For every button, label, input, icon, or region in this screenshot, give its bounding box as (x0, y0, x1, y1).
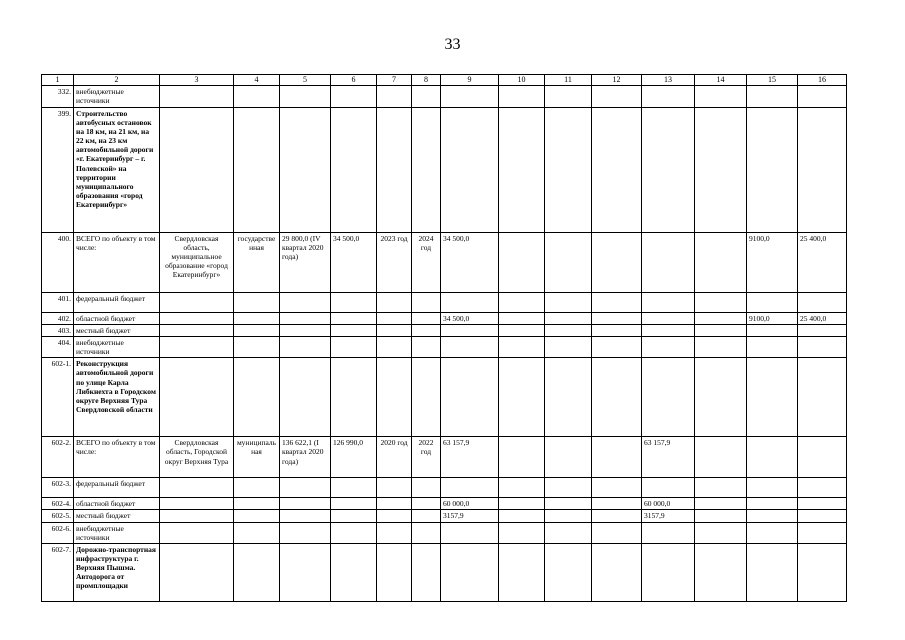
table-cell: 3157,9 (441, 510, 499, 522)
table-cell (545, 358, 592, 437)
table-row (42, 437, 847, 478)
table-cell (234, 292, 280, 312)
table-cell (331, 478, 377, 498)
table-cell (280, 498, 331, 510)
table-cell (234, 312, 280, 324)
table-row (42, 292, 847, 312)
table-cell (747, 337, 798, 358)
table-cell (747, 510, 798, 522)
table-row (42, 337, 847, 358)
table-cell (412, 312, 441, 324)
table-cell (160, 292, 234, 312)
table-cell: муниципальная (234, 437, 280, 478)
table-row (42, 543, 847, 601)
table-cell (280, 107, 331, 232)
table-cell (234, 510, 280, 522)
table-cell (798, 85, 847, 107)
table-cell (499, 292, 545, 312)
row-number-cell: 602-6. (42, 522, 74, 543)
table-cell (545, 85, 592, 107)
table-cell (545, 337, 592, 358)
table-cell: 60 000,0 (642, 498, 695, 510)
column-number: 9 (441, 75, 499, 86)
row-label-cell: областной бюджет (74, 498, 160, 510)
table-cell (377, 292, 412, 312)
table-cell (695, 358, 747, 437)
table-cell: Свердловская область, Городской округ Верхняя Тура (160, 437, 234, 478)
table-cell (592, 543, 642, 601)
row-label-cell: федеральный бюджет (74, 292, 160, 312)
table-cell (331, 107, 377, 232)
table-cell (441, 85, 499, 107)
table-cell (377, 107, 412, 232)
table-cell (160, 522, 234, 543)
table-cell (592, 510, 642, 522)
table-cell (747, 437, 798, 478)
row-number-cell: 602-1. (42, 358, 74, 437)
table-cell (280, 324, 331, 336)
table-cell (747, 522, 798, 543)
table-cell (499, 312, 545, 324)
row-label-cell: ВСЕГО по объекту в том числе: (74, 437, 160, 478)
table-cell (280, 510, 331, 522)
row-number-cell: 401. (42, 292, 74, 312)
table-cell (642, 232, 695, 292)
column-number: 16 (798, 75, 847, 86)
row-number-cell: 602-2. (42, 437, 74, 478)
table-cell: 2022 год (412, 437, 441, 478)
table-cell (499, 232, 545, 292)
table-cell: 126 990,0 (331, 437, 377, 478)
table-cell (545, 324, 592, 336)
table-row (42, 522, 847, 543)
table-cell (280, 337, 331, 358)
table-cell (377, 478, 412, 498)
table-cell (798, 543, 847, 601)
column-number: 7 (377, 75, 412, 86)
table-cell (441, 478, 499, 498)
row-label-cell: Дорожно-транспортная инфраструктура г. Верхняя Пышма. Автодорога от промплощадки (74, 543, 160, 601)
table-cell: Свердловская область, муниципальное образование «город Екатеринбург» (160, 232, 234, 292)
row-number-cell: 404. (42, 337, 74, 358)
table-cell (695, 292, 747, 312)
table-cell (160, 478, 234, 498)
table-cell (695, 543, 747, 601)
table-cell: 29 800,0 (IV квартал 2020 года) (280, 232, 331, 292)
table-cell (441, 107, 499, 232)
table-cell (642, 85, 695, 107)
table-cell (642, 358, 695, 437)
column-number: 11 (545, 75, 592, 86)
table-cell (412, 292, 441, 312)
table-cell (377, 543, 412, 601)
column-number: 8 (412, 75, 441, 86)
table-cell (377, 498, 412, 510)
table-cell (412, 337, 441, 358)
table-cell (695, 510, 747, 522)
table-cell (234, 498, 280, 510)
table-cell (642, 292, 695, 312)
table-cell: 25 400,0 (798, 232, 847, 292)
table-cell (280, 522, 331, 543)
row-label-cell: внебюджетные источники (74, 522, 160, 543)
row-number-cell: 403. (42, 324, 74, 336)
column-number: 6 (331, 75, 377, 86)
table-cell (331, 312, 377, 324)
table-cell (798, 358, 847, 437)
column-number: 1 (42, 75, 74, 86)
row-number-cell: 602-4. (42, 498, 74, 510)
table-cell (441, 324, 499, 336)
budget-table (41, 74, 847, 602)
table-cell (642, 107, 695, 232)
table-cell (331, 543, 377, 601)
table-cell (441, 522, 499, 543)
row-label-cell: внебюджетные источники (74, 337, 160, 358)
table-cell (160, 324, 234, 336)
table-row (42, 510, 847, 522)
table-cell (234, 358, 280, 437)
row-number-cell: 400. (42, 232, 74, 292)
row-number-cell: 402. (42, 312, 74, 324)
table-cell (545, 498, 592, 510)
table-cell (695, 312, 747, 324)
table-cell (331, 510, 377, 522)
table-cell (160, 510, 234, 522)
column-number: 5 (280, 75, 331, 86)
table-cell (747, 498, 798, 510)
table-cell (695, 437, 747, 478)
row-label-cell: внебюджетные источники (74, 85, 160, 107)
row-label-cell: Реконструкция автомобильной дороги по улице Карла Либкнехта в Городском округе Верхняя Тура Свердловской области (74, 358, 160, 437)
table-cell (412, 543, 441, 601)
table-cell (695, 498, 747, 510)
table-cell (377, 522, 412, 543)
column-number: 13 (642, 75, 695, 86)
table-cell (592, 324, 642, 336)
table-cell (499, 543, 545, 601)
table-cell (160, 85, 234, 107)
row-number-cell: 399. (42, 107, 74, 232)
table-cell (160, 337, 234, 358)
table-cell (234, 478, 280, 498)
table-cell (592, 232, 642, 292)
table-cell: 34 500,0 (441, 232, 499, 292)
table-cell (695, 232, 747, 292)
table-body (42, 75, 847, 602)
table-cell (798, 324, 847, 336)
table-cell (747, 478, 798, 498)
table-cell (160, 312, 234, 324)
table-cell (695, 85, 747, 107)
table-cell (499, 107, 545, 232)
table-cell (234, 522, 280, 543)
table-cell: 34 500,0 (441, 312, 499, 324)
table-cell (234, 324, 280, 336)
row-label-cell: ВСЕГО по объекту в том числе: (74, 232, 160, 292)
table-cell: 2023 год (377, 232, 412, 292)
table-cell (545, 292, 592, 312)
table-cell (642, 312, 695, 324)
table-cell (499, 437, 545, 478)
table-cell (377, 337, 412, 358)
table-cell (412, 107, 441, 232)
table-cell (377, 358, 412, 437)
table-cell (592, 437, 642, 478)
table-cell (545, 478, 592, 498)
table-cell (747, 543, 798, 601)
row-label-cell: местный бюджет (74, 510, 160, 522)
table-cell (695, 107, 747, 232)
table-cell: 2024 год (412, 232, 441, 292)
row-label-cell: федеральный бюджет (74, 478, 160, 498)
table-cell (592, 337, 642, 358)
table-cell (798, 437, 847, 478)
table-cell (499, 337, 545, 358)
table-cell (592, 292, 642, 312)
table-cell (280, 358, 331, 437)
table-cell (160, 358, 234, 437)
table-cell (441, 543, 499, 601)
table-cell: 25 400,0 (798, 312, 847, 324)
table-row (42, 107, 847, 232)
table-cell (331, 522, 377, 543)
table-row (42, 358, 847, 437)
table-cell (377, 85, 412, 107)
table-cell (280, 85, 331, 107)
table-cell (747, 292, 798, 312)
table-cell (747, 85, 798, 107)
table-cell (798, 337, 847, 358)
row-number-cell: 332. (42, 85, 74, 107)
table-cell: 2020 год (377, 437, 412, 478)
table-cell: 3157,9 (642, 510, 695, 522)
table-cell (331, 324, 377, 336)
table-cell (545, 543, 592, 601)
table-cell (798, 107, 847, 232)
row-label-cell: областной бюджет (74, 312, 160, 324)
table-cell (545, 437, 592, 478)
table-cell (280, 478, 331, 498)
table-cell: 34 500,0 (331, 232, 377, 292)
table-cell (441, 358, 499, 437)
table-cell (798, 510, 847, 522)
table-cell (331, 498, 377, 510)
table-cell (642, 478, 695, 498)
table-cell (545, 510, 592, 522)
header-row (42, 75, 847, 86)
table-cell (234, 85, 280, 107)
table-cell (234, 543, 280, 601)
table-cell (160, 107, 234, 232)
table-cell (280, 312, 331, 324)
table-cell (499, 324, 545, 336)
table-cell (747, 324, 798, 336)
table-cell (592, 358, 642, 437)
table-cell (592, 478, 642, 498)
table-cell (412, 358, 441, 437)
table-cell (499, 522, 545, 543)
table-row (42, 312, 847, 324)
row-label-cell: местный бюджет (74, 324, 160, 336)
table-cell (798, 522, 847, 543)
row-number-cell: 602-7. (42, 543, 74, 601)
table-cell: 63 157,9 (441, 437, 499, 478)
column-number: 2 (74, 75, 160, 86)
row-number-cell: 602-5. (42, 510, 74, 522)
table-cell (642, 324, 695, 336)
table-cell (747, 107, 798, 232)
table-cell (331, 292, 377, 312)
row-label-cell: Строительство автобусных остановок на 18 км, на 21 км, на 22 км, на 23 км автомобильной дороги «г. Екатеринбург – г. Полевской» на территории муниципального образования «город Екатеринбург» (74, 107, 160, 232)
table-cell (234, 107, 280, 232)
column-number: 3 (160, 75, 234, 86)
table-cell (499, 498, 545, 510)
table-cell (160, 498, 234, 510)
table-cell (545, 232, 592, 292)
table-cell (234, 337, 280, 358)
table-cell (642, 543, 695, 601)
table-cell (499, 85, 545, 107)
table-cell: 9100,0 (747, 232, 798, 292)
row-number-cell: 602-3. (42, 478, 74, 498)
table-cell (331, 337, 377, 358)
table-cell (592, 312, 642, 324)
table-cell (695, 522, 747, 543)
table-cell (377, 324, 412, 336)
table-cell (280, 292, 331, 312)
column-number: 15 (747, 75, 798, 86)
table-cell: 136 622,1 (I квартал 2020 года) (280, 437, 331, 478)
table-cell (412, 324, 441, 336)
table-row (42, 324, 847, 336)
table-row (42, 85, 847, 107)
column-number: 10 (499, 75, 545, 86)
table-cell (695, 478, 747, 498)
table-cell (377, 312, 412, 324)
table-cell (412, 522, 441, 543)
table-cell (331, 358, 377, 437)
table-row (42, 232, 847, 292)
table-cell: 9100,0 (747, 312, 798, 324)
table-cell (695, 337, 747, 358)
table-cell (747, 358, 798, 437)
table-cell (160, 543, 234, 601)
table-cell (441, 292, 499, 312)
table-cell (642, 337, 695, 358)
table-cell (798, 478, 847, 498)
column-number: 4 (234, 75, 280, 86)
table-row (42, 498, 847, 510)
table-cell (695, 324, 747, 336)
table-cell (441, 337, 499, 358)
table-cell (499, 510, 545, 522)
table-cell (545, 107, 592, 232)
table-row (42, 478, 847, 498)
table-cell: государственная (234, 232, 280, 292)
table-cell: 60 000,0 (441, 498, 499, 510)
table-cell (592, 85, 642, 107)
table-cell (499, 358, 545, 437)
table-cell (642, 522, 695, 543)
column-number: 12 (592, 75, 642, 86)
table-cell (798, 292, 847, 312)
table-cell (377, 510, 412, 522)
table-cell (499, 478, 545, 498)
table-cell (412, 510, 441, 522)
table-cell (798, 498, 847, 510)
table-cell (545, 312, 592, 324)
table-cell (412, 498, 441, 510)
column-number: 14 (695, 75, 747, 86)
page-number: 33 (444, 36, 461, 53)
table-cell (592, 498, 642, 510)
table-cell (592, 522, 642, 543)
table-cell (412, 85, 441, 107)
table-cell (412, 478, 441, 498)
table-cell (280, 543, 331, 601)
table-cell (331, 85, 377, 107)
table-cell (592, 107, 642, 232)
table-cell (545, 522, 592, 543)
table-cell: 63 157,9 (642, 437, 695, 478)
